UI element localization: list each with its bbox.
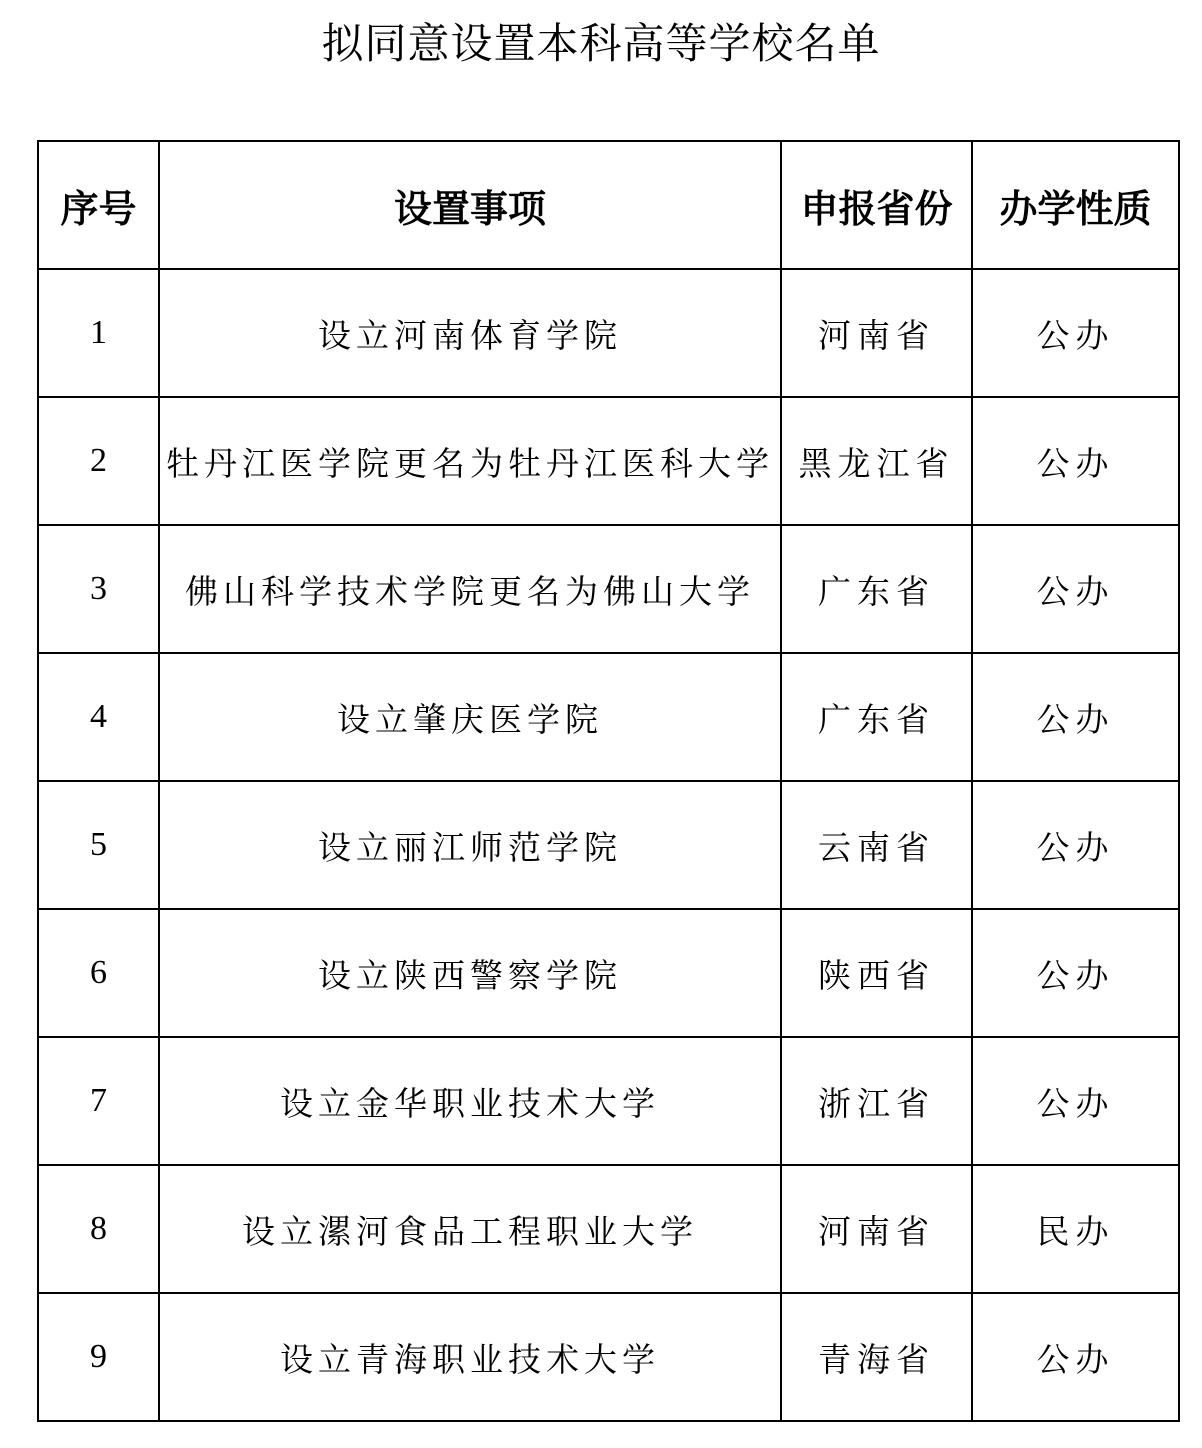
- row-nature: 公办: [972, 1293, 1179, 1421]
- row-item: 设立青海职业技术大学: [159, 1293, 781, 1421]
- row-nature: 民办: [972, 1165, 1179, 1293]
- university-list-table: [37, 140, 1180, 1422]
- table-row: [38, 525, 1179, 653]
- table-row: [38, 781, 1179, 909]
- row-index: 2: [38, 397, 159, 525]
- row-nature: 公办: [972, 1037, 1179, 1165]
- row-item: 设立金华职业技术大学: [159, 1037, 781, 1165]
- row-item: 设立肇庆医学院: [159, 653, 781, 781]
- row-nature: 公办: [972, 269, 1179, 397]
- table-row: [38, 1165, 1179, 1293]
- document-title: 拟同意设置本科高等学校名单: [321, 19, 881, 68]
- row-index: 1: [38, 269, 159, 397]
- row-index: 7: [38, 1037, 159, 1165]
- table-row: [38, 653, 1179, 781]
- row-nature: 公办: [972, 653, 1179, 781]
- row-province: 广东省: [781, 653, 972, 781]
- row-item: 设立丽江师范学院: [159, 781, 781, 909]
- header-nature: 办学性质: [972, 141, 1179, 269]
- row-province: 黑龙江省: [781, 397, 972, 525]
- table-row: [38, 269, 1179, 397]
- header-item: 设置事项: [159, 141, 781, 269]
- row-index: 6: [38, 909, 159, 1037]
- table-row: [38, 1037, 1179, 1165]
- row-nature: 公办: [972, 397, 1179, 525]
- row-item: 牡丹江医学院更名为牡丹江医科大学: [159, 397, 781, 525]
- row-province: 广东省: [781, 525, 972, 653]
- header-index: 序号: [38, 141, 159, 269]
- row-nature: 公办: [972, 525, 1179, 653]
- table-row: [38, 397, 1179, 525]
- row-province: 河南省: [781, 269, 972, 397]
- row-province: 青海省: [781, 1293, 972, 1421]
- row-item: 设立陕西警察学院: [159, 909, 781, 1037]
- row-province: 陕西省: [781, 909, 972, 1037]
- row-item: 设立河南体育学院: [159, 269, 781, 397]
- table-row: [38, 909, 1179, 1037]
- row-index: 5: [38, 781, 159, 909]
- row-item: 设立漯河食品工程职业大学: [159, 1165, 781, 1293]
- row-index: 8: [38, 1165, 159, 1293]
- table-header-row: [38, 141, 1179, 269]
- row-index: 4: [38, 653, 159, 781]
- row-item: 佛山科学技术学院更名为佛山大学: [159, 525, 781, 653]
- header-province: 申报省份: [781, 141, 972, 269]
- row-province: 云南省: [781, 781, 972, 909]
- row-index: 3: [38, 525, 159, 653]
- row-nature: 公办: [972, 909, 1179, 1037]
- row-province: 浙江省: [781, 1037, 972, 1165]
- row-nature: 公办: [972, 781, 1179, 909]
- row-index: 9: [38, 1293, 159, 1421]
- table-row: [38, 1293, 1179, 1421]
- row-province: 河南省: [781, 1165, 972, 1293]
